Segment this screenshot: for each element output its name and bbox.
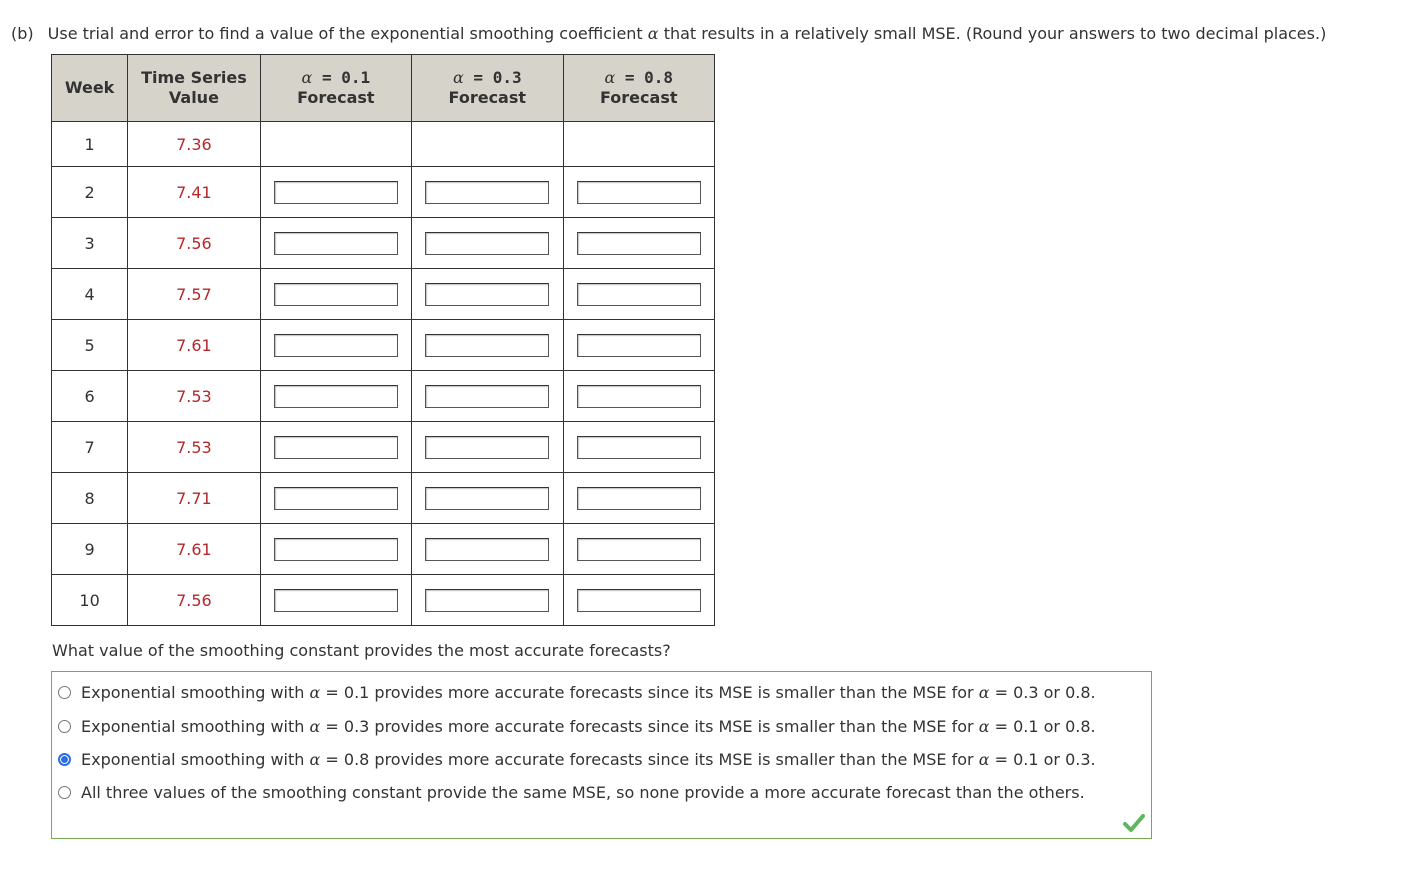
forecast-input-alpha-08[interactable] (577, 334, 701, 357)
forecast-input-alpha-01[interactable] (274, 538, 398, 561)
forecast-input-alpha-03[interactable] (425, 232, 549, 255)
choice-text: Exponential smoothing with (81, 749, 305, 769)
time-series-value-cell: 7.53 (128, 371, 260, 422)
time-series-value-cell: 7.61 (128, 524, 260, 575)
forecast-cell-alpha-03 (412, 524, 563, 575)
forecast-input-alpha-08[interactable] (577, 232, 701, 255)
choice-text: = 0.3 or 0.8. (994, 682, 1096, 702)
forecast-input-alpha-03[interactable] (425, 181, 549, 204)
forecast-cell-alpha-03 (412, 371, 563, 422)
answer-choice-label (81, 717, 1096, 736)
forecast-input-alpha-08[interactable] (577, 487, 701, 510)
forecast-cell-alpha-08 (563, 524, 714, 575)
forecast-input-alpha-08[interactable] (577, 589, 701, 612)
week-cell: 7 (52, 422, 128, 473)
forecast-input-alpha-03[interactable] (425, 436, 549, 459)
table-row (52, 422, 715, 473)
choice-text: = 0.8 provides more accurate forecasts since its MSE is smaller than the MSE for (325, 749, 974, 769)
table-header-row (52, 55, 715, 122)
forecast-input-alpha-01[interactable] (274, 385, 398, 408)
table-row (52, 575, 715, 626)
forecast-input-alpha-03[interactable] (425, 487, 549, 510)
forecast-cell-alpha-03 (412, 575, 563, 626)
forecast-cell-alpha-03 (412, 422, 563, 473)
week-cell: 9 (52, 524, 128, 575)
table-row (52, 167, 715, 218)
time-series-value-cell: 7.57 (128, 269, 260, 320)
choice-text: All three values of the smoothing constant provide the same MSE, so none provide a more accurate forecast than the others. (81, 782, 1085, 802)
time-series-header: Time Series Value (128, 55, 260, 122)
table-row (52, 320, 715, 371)
table-row (52, 524, 715, 575)
alpha-symbol: α (309, 749, 321, 769)
radio-button-selected[interactable] (58, 753, 71, 766)
time-series-value-cell: 7.53 (128, 422, 260, 473)
forecast-cell-alpha-03 (412, 320, 563, 371)
question-text (11, 24, 1326, 43)
forecast-cell-alpha-01 (260, 473, 411, 524)
forecast-cell-alpha-03 (412, 122, 563, 167)
forecast-cell-alpha-08 (563, 269, 714, 320)
forecast-cell-alpha-08 (563, 473, 714, 524)
forecast-cell-alpha-01 (260, 167, 411, 218)
forecast-cell-alpha-01 (260, 524, 411, 575)
forecast-cell-alpha-08 (563, 320, 714, 371)
forecast-input-alpha-03[interactable] (425, 589, 549, 612)
forecast-input-alpha-01[interactable] (274, 487, 398, 510)
radio-button[interactable] (58, 686, 71, 699)
question-text-after: that results in a relatively small MSE. (Round your answers to two decimal places.) (663, 24, 1327, 43)
alpha-symbol: α (978, 682, 990, 702)
week-cell: 8 (52, 473, 128, 524)
question-text-before: Use trial and error to find a value of the exponential smoothing coefficient (47, 24, 643, 43)
forecast-input-alpha-03[interactable] (425, 283, 549, 306)
forecast-input-alpha-08[interactable] (577, 181, 701, 204)
answer-choice[interactable] (58, 682, 1096, 702)
smoothing-table (51, 54, 715, 626)
forecast-input-alpha-03[interactable] (425, 538, 549, 561)
forecast-cell-alpha-01 (260, 122, 411, 167)
table-row (52, 473, 715, 524)
time-series-value-cell: 7.61 (128, 320, 260, 371)
forecast-cell-alpha-08 (563, 122, 714, 167)
table-row (52, 218, 715, 269)
forecast-cell-alpha-01 (260, 422, 411, 473)
choice-text: Exponential smoothing with (81, 716, 305, 736)
forecast-cell-alpha-08 (563, 575, 714, 626)
forecast-input-alpha-03[interactable] (425, 334, 549, 357)
forecast-cell-alpha-01 (260, 269, 411, 320)
forecast-input-alpha-03[interactable] (425, 385, 549, 408)
forecast-cell-alpha-03 (412, 218, 563, 269)
time-series-value-cell: 7.36 (128, 122, 260, 167)
radio-button[interactable] (58, 720, 71, 733)
alpha-01-header: α = 0.1 Forecast (260, 55, 411, 122)
week-cell: 5 (52, 320, 128, 371)
answer-choice[interactable] (58, 782, 1085, 802)
answer-choice[interactable] (58, 716, 1096, 736)
table-row (52, 269, 715, 320)
forecast-cell-alpha-03 (412, 473, 563, 524)
forecast-cell-alpha-08 (563, 422, 714, 473)
alpha-symbol: α (978, 749, 990, 769)
choice-text: = 0.1 or 0.3. (994, 749, 1096, 769)
forecast-input-alpha-08[interactable] (577, 436, 701, 459)
forecast-input-alpha-08[interactable] (577, 538, 701, 561)
forecast-input-alpha-01[interactable] (274, 232, 398, 255)
answer-choice-label (81, 750, 1096, 769)
forecast-cell-alpha-08 (563, 167, 714, 218)
table-row (52, 122, 715, 167)
answer-choices (51, 671, 1152, 839)
alpha-03-header: α = 0.3 Forecast (412, 55, 563, 122)
forecast-input-alpha-01[interactable] (274, 283, 398, 306)
time-series-value-cell: 7.41 (128, 167, 260, 218)
alpha-08-header: α = 0.8 Forecast (563, 55, 714, 122)
forecast-input-alpha-08[interactable] (577, 385, 701, 408)
forecast-input-alpha-01[interactable] (274, 436, 398, 459)
forecast-cell-alpha-08 (563, 218, 714, 269)
forecast-input-alpha-01[interactable] (274, 181, 398, 204)
choice-text: Exponential smoothing with (81, 682, 305, 702)
check-icon (1123, 814, 1145, 832)
answer-choice-label (81, 783, 1085, 802)
choice-text: = 0.3 provides more accurate forecasts since its MSE is smaller than the MSE for (325, 716, 974, 736)
forecast-cell-alpha-08 (563, 371, 714, 422)
alpha-symbol: α (309, 716, 321, 736)
alpha-symbol: α (647, 24, 659, 43)
forecast-cell-alpha-03 (412, 167, 563, 218)
choice-text: = 0.1 provides more accurate forecasts since its MSE is smaller than the MSE for (325, 682, 974, 702)
alpha-symbol: α (309, 682, 321, 702)
mc-prompt: What value of the smoothing constant provides the most accurate forecasts? (52, 641, 671, 660)
alpha-symbol: α (978, 716, 990, 736)
forecast-input-alpha-01[interactable] (274, 334, 398, 357)
week-cell: 2 (52, 167, 128, 218)
forecast-cell-alpha-03 (412, 269, 563, 320)
forecast-cell-alpha-01 (260, 320, 411, 371)
question-part-label: (b) (11, 24, 34, 43)
week-cell: 1 (52, 122, 128, 167)
table-row (52, 371, 715, 422)
week-cell: 3 (52, 218, 128, 269)
time-series-value-cell: 7.56 (128, 575, 260, 626)
forecast-input-alpha-08[interactable] (577, 283, 701, 306)
week-cell: 10 (52, 575, 128, 626)
week-cell: 4 (52, 269, 128, 320)
choice-text: = 0.1 or 0.8. (994, 716, 1096, 736)
forecast-input-alpha-01[interactable] (274, 589, 398, 612)
forecast-cell-alpha-01 (260, 218, 411, 269)
answer-choice[interactable] (58, 749, 1096, 769)
forecast-cell-alpha-01 (260, 371, 411, 422)
radio-button[interactable] (58, 786, 71, 799)
week-cell: 6 (52, 371, 128, 422)
forecast-cell-alpha-01 (260, 575, 411, 626)
time-series-value-cell: 7.71 (128, 473, 260, 524)
time-series-value-cell: 7.56 (128, 218, 260, 269)
week-header: Week (52, 55, 128, 122)
answer-choice-label (81, 683, 1096, 702)
